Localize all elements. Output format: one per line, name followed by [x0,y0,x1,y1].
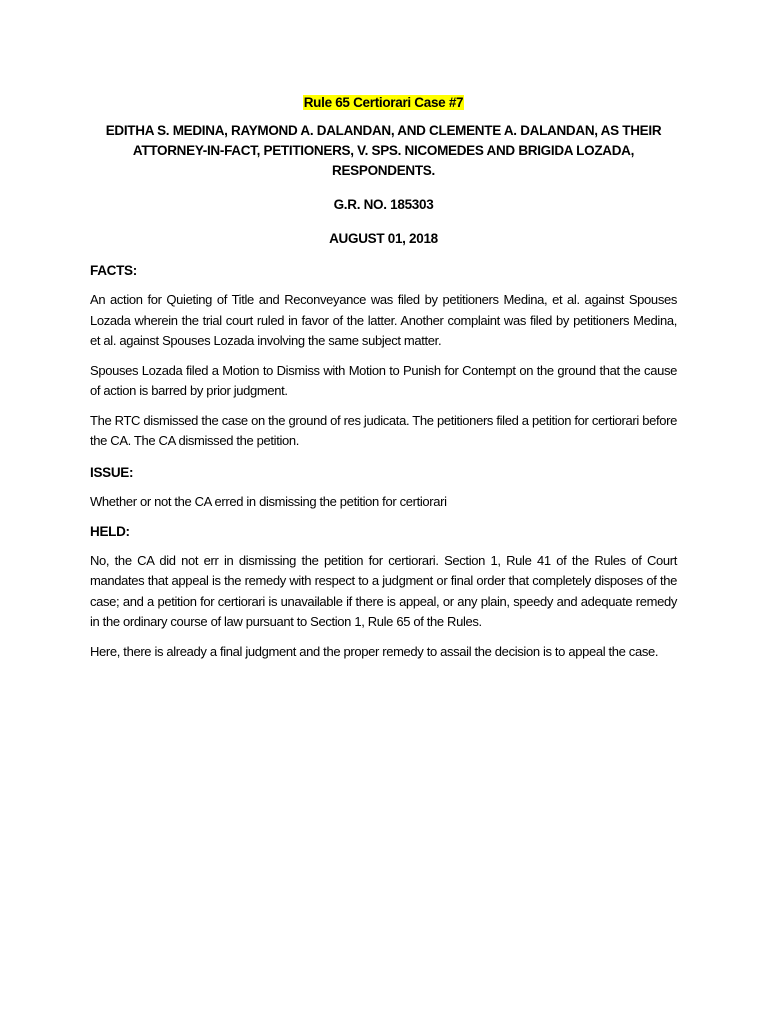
issue-text: Whether or not the CA erred in dismissing the petition for certiorari [90,493,447,509]
highlighted-title: Rule 65 Certiorari Case #7 [303,95,464,110]
facts-paragraph: Spouses Lozada filed a Motion to Dismiss with Motion to Punish for Contempt on the ground that the cause of action is barred by prior judgment. [90,362,677,398]
held-paragraph: No, the CA did not err in dismissing the petition for certiorari. Section 1, Rule 41 of the Rules of Court mandates that appeal is the remedy with respect to a judgment or final order that completely disposes of the case; and a petition for certiorari is unavailable if there is appeal, or any plain, speedy and adequate remedy in the ordinary course of law pursuant to Section 1, Rule 65 of the Rules. [90,552,677,629]
gr-number: G.R. NO. 185303 [333,197,434,212]
document-body [90,94,677,671]
facts-paragraph: The RTC dismissed the case on the ground of res judicata. The petitioners filed a petition for certiorari before the CA. The CA dismissed the petition. [90,412,677,448]
case-name: EDITHA S. MEDINA, RAYMOND A. DALANDAN, AND CLEMENTE A. DALANDAN, AS THEIR ATTORNEY-IN-FACT, PETITIONERS, V. SPS. NICOMEDES AND BRIGIDA LOZADA, RESPONDENTS. [105,123,662,178]
facts-paragraph: An action for Quieting of Title and Reconveyance was filed by petitioners Medina, et al. against Spouses Lozada wherein the trial court ruled in favor of the latter. Another complaint was filed by petitioners Medina, et al. against Spouses Lozada involving the same subject matter. [90,292,677,348]
held-paragraph: Here, there is already a final judgment and the proper remedy to assail the decision is to appeal the case. [90,643,659,659]
facts-heading: FACTS: [90,263,137,278]
held-heading: HELD: [90,523,130,539]
decision-date: AUGUST 01, 2018 [329,231,438,246]
issue-heading: ISSUE: [90,464,134,480]
document-title [90,94,677,112]
